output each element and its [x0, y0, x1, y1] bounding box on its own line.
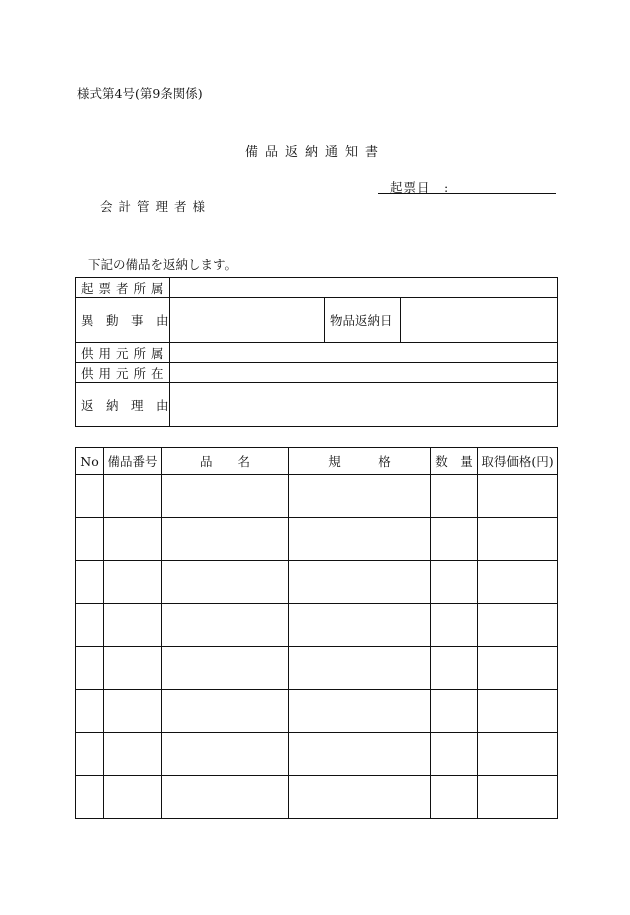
column-header-item-name: 品 名	[162, 448, 289, 475]
column-header-asset-number: 備品番号	[104, 448, 162, 475]
asset-number-cell[interactable]	[104, 733, 162, 776]
table-row	[76, 561, 558, 604]
specification-cell[interactable]	[289, 690, 431, 733]
asset-number-cell[interactable]	[104, 475, 162, 518]
return-date-label: 物品返納日	[325, 298, 401, 343]
asset-number-cell[interactable]	[104, 518, 162, 561]
acquisition-price-cell[interactable]	[478, 690, 558, 733]
item-name-cell[interactable]	[162, 604, 289, 647]
quantity-cell[interactable]	[431, 475, 478, 518]
quantity-cell[interactable]	[431, 561, 478, 604]
acquisition-price-cell[interactable]	[478, 518, 558, 561]
intro-text: 下記の備品を返納します。	[88, 257, 238, 272]
specification-cell[interactable]	[289, 475, 431, 518]
no-cell[interactable]	[76, 604, 104, 647]
item-name-cell[interactable]	[162, 647, 289, 690]
specification-cell[interactable]	[289, 776, 431, 819]
form-number: 様式第4号(第9条関係)	[77, 86, 203, 101]
table-row	[76, 690, 558, 733]
specification-cell[interactable]	[289, 647, 431, 690]
origin-dept-label: 供用元所属	[76, 343, 170, 363]
specification-cell[interactable]	[289, 733, 431, 776]
no-cell[interactable]	[76, 561, 104, 604]
no-cell[interactable]	[76, 733, 104, 776]
asset-number-cell[interactable]	[104, 561, 162, 604]
no-cell[interactable]	[76, 647, 104, 690]
item-name-cell[interactable]	[162, 518, 289, 561]
specification-cell[interactable]	[289, 518, 431, 561]
return-reason-label: 返 納 理 由	[76, 383, 170, 427]
no-cell[interactable]	[76, 776, 104, 819]
table-row	[76, 776, 558, 819]
specification-cell[interactable]	[289, 604, 431, 647]
acquisition-price-cell[interactable]	[478, 733, 558, 776]
quantity-cell[interactable]	[431, 604, 478, 647]
quantity-cell[interactable]	[431, 776, 478, 819]
asset-number-cell[interactable]	[104, 604, 162, 647]
return-date-field[interactable]	[401, 298, 558, 343]
table-row	[76, 733, 558, 776]
item-name-cell[interactable]	[162, 776, 289, 819]
origin-location-field[interactable]	[170, 363, 558, 383]
items-table-body	[76, 475, 558, 819]
no-cell[interactable]	[76, 690, 104, 733]
specification-cell[interactable]	[289, 561, 431, 604]
acquisition-price-cell[interactable]	[478, 647, 558, 690]
transfer-reason-field[interactable]	[170, 298, 325, 343]
item-name-cell[interactable]	[162, 733, 289, 776]
acquisition-price-cell[interactable]	[478, 604, 558, 647]
acquisition-price-cell[interactable]	[478, 561, 558, 604]
column-header-acquisition-price: 取得価格(円)	[478, 448, 558, 475]
item-name-cell[interactable]	[162, 690, 289, 733]
addressee: 会計管理者様	[100, 199, 212, 214]
asset-number-cell[interactable]	[104, 776, 162, 819]
table-row	[76, 647, 558, 690]
transfer-reason-label: 異 動 事 由	[76, 298, 170, 343]
asset-number-cell[interactable]	[104, 690, 162, 733]
asset-number-cell[interactable]	[104, 647, 162, 690]
acquisition-price-cell[interactable]	[478, 475, 558, 518]
table-row	[76, 604, 558, 647]
item-name-cell[interactable]	[162, 475, 289, 518]
column-header-quantity: 数 量	[431, 448, 478, 475]
quantity-cell[interactable]	[431, 690, 478, 733]
issuer-dept-field[interactable]	[170, 278, 558, 298]
column-header-specification: 規 格	[289, 448, 431, 475]
no-cell[interactable]	[76, 518, 104, 561]
info-form-table	[75, 277, 558, 427]
origin-dept-field[interactable]	[170, 343, 558, 363]
quantity-cell[interactable]	[431, 733, 478, 776]
quantity-cell[interactable]	[431, 647, 478, 690]
quantity-cell[interactable]	[431, 518, 478, 561]
table-row	[76, 518, 558, 561]
acquisition-price-cell[interactable]	[478, 776, 558, 819]
items-table	[75, 447, 558, 819]
document-title: 備品返納通知書	[244, 145, 385, 160]
item-name-cell[interactable]	[162, 561, 289, 604]
no-cell[interactable]	[76, 475, 104, 518]
issue-date-label: 起票日 :	[390, 180, 450, 195]
issuer-dept-label: 起票者所属	[76, 278, 170, 298]
origin-location-label: 供用元所在	[76, 363, 170, 383]
table-row	[76, 475, 558, 518]
column-header-no: No	[76, 448, 104, 475]
return-reason-field[interactable]	[170, 383, 558, 427]
